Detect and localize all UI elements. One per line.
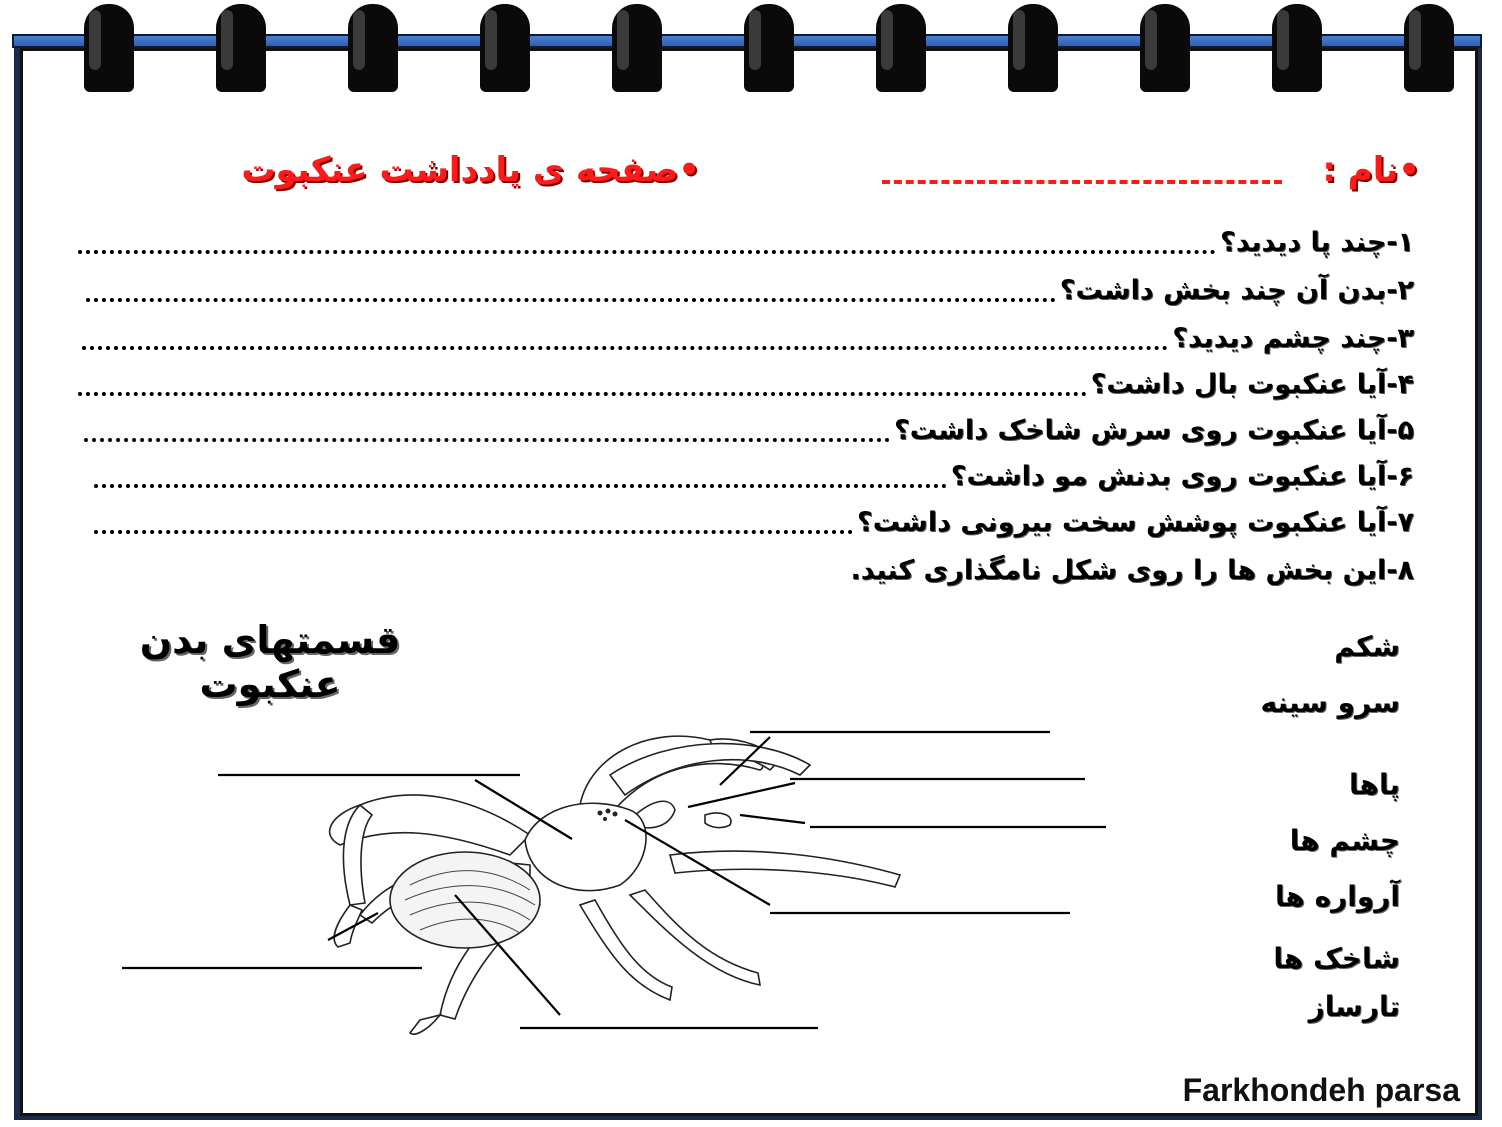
question-text: ۲-بدن آن چند بخش داشت؟	[1059, 275, 1414, 306]
answer-line[interactable]	[94, 484, 947, 488]
question-row	[78, 222, 1414, 262]
answer-line[interactable]	[82, 346, 1168, 350]
question-row	[82, 318, 1414, 358]
spider-leg	[670, 851, 900, 887]
spiral-ring-icon	[348, 4, 398, 92]
spiral-ring-icon	[1140, 4, 1190, 92]
spider-abdomen	[390, 852, 540, 948]
question-text: ۱-چند پا دیدید؟	[1220, 227, 1414, 258]
question-row	[94, 456, 1414, 496]
name-label: •نام :	[1322, 150, 1420, 190]
diagram-title: قسمتهای بدن عنکبوت	[139, 618, 401, 706]
answer-line[interactable]	[84, 438, 890, 442]
spider-leg	[630, 890, 760, 985]
question-row	[820, 550, 1414, 590]
answer-line[interactable]	[86, 298, 1056, 302]
question-row	[94, 502, 1414, 542]
part-label: شکم	[1334, 630, 1400, 663]
answer-line[interactable]	[78, 250, 1216, 254]
name-input-line[interactable]	[882, 180, 1282, 184]
spider-leg	[334, 905, 362, 947]
page-title: •صفحه ی یادداشت عنکبوت	[241, 150, 700, 190]
spiral-ring-icon	[1404, 4, 1454, 92]
question-text: ۷-آیا عنکبوت پوشش سخت بیرونی داشت؟	[857, 507, 1414, 538]
spiral-ring-icon	[480, 4, 530, 92]
part-label: پاها	[1349, 768, 1400, 801]
spider-leg	[410, 1015, 440, 1034]
spiral-ring-icon	[744, 4, 794, 92]
question-text: ۳-چند چشم دیدید؟	[1172, 323, 1414, 354]
part-label: تارساز	[1308, 990, 1400, 1023]
question-row	[84, 410, 1414, 450]
question-text: ۵-آیا عنکبوت روی سرش شاخک داشت؟	[894, 415, 1414, 446]
spiral-ring-icon	[876, 4, 926, 92]
question-text: ۸-این بخش ها را روی شکل نامگذاری کنید.	[850, 555, 1414, 586]
spiral-ring-icon	[1272, 4, 1322, 92]
spider-diagram	[110, 715, 1120, 1045]
spiral-ring-icon	[84, 4, 134, 92]
answer-line[interactable]	[78, 392, 1087, 396]
author-credit: Farkhondeh parsa	[1182, 1072, 1460, 1108]
part-label: سرو سینه	[1260, 686, 1400, 719]
part-labels	[1240, 630, 1400, 1030]
spiral-ring-icon	[1008, 4, 1058, 92]
question-text: ۴-آیا عنکبوت بال داشت؟	[1090, 369, 1414, 400]
spiral-ring-icon	[612, 4, 662, 92]
question-text: ۶-آیا عنکبوت روی بدنش مو داشت؟	[950, 461, 1414, 492]
spider-cephalothorax	[525, 803, 646, 890]
part-label: چشم ها	[1289, 824, 1400, 857]
answer-line[interactable]	[94, 530, 853, 534]
spider-fang	[705, 813, 731, 828]
part-label: آرواره ها	[1274, 880, 1400, 913]
part-label: شاخک ها	[1273, 942, 1400, 975]
question-row	[78, 364, 1414, 404]
question-row	[86, 270, 1414, 310]
spiral-ring-icon	[216, 4, 266, 92]
